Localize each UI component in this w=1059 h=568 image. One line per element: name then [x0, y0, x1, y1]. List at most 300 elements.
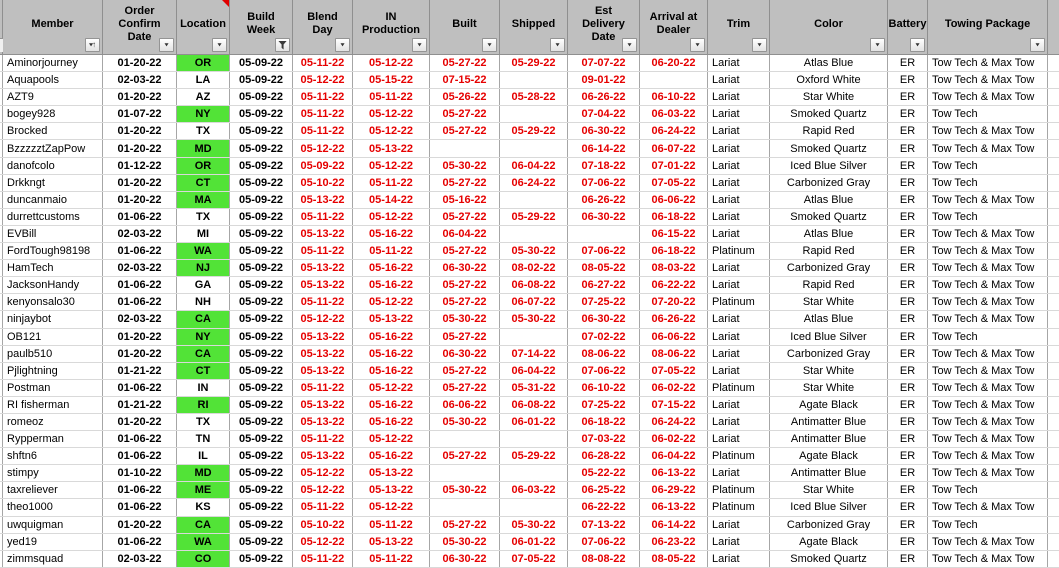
cell-battery[interactable]: ER: [888, 192, 928, 208]
cell-arrival[interactable]: 06-24-22: [640, 414, 708, 430]
cell-est_delivery[interactable]: 06-27-22: [568, 277, 640, 293]
cell-build_week[interactable]: 05-09-22: [230, 175, 293, 191]
cell-order_confirm[interactable]: 01-20-22: [103, 329, 177, 345]
cell-location[interactable]: TN: [177, 431, 230, 447]
cell-color[interactable]: Iced Blue Silver: [770, 499, 888, 515]
cell-color[interactable]: Antimatter Blue: [770, 414, 888, 430]
cell-arrival[interactable]: 08-05-22: [640, 551, 708, 567]
cell-order_confirm[interactable]: 01-20-22: [103, 192, 177, 208]
cell-shipped[interactable]: [500, 329, 568, 345]
cell-location[interactable]: CA: [177, 346, 230, 362]
cell-est_delivery[interactable]: 08-05-22: [568, 260, 640, 276]
cell-order_confirm[interactable]: 01-06-22: [103, 380, 177, 396]
cell-in_production[interactable]: 05-11-22: [353, 89, 430, 105]
cell-battery[interactable]: ER: [888, 294, 928, 310]
cell-battery[interactable]: ER: [888, 414, 928, 430]
cell-location[interactable]: OR: [177, 158, 230, 174]
cell-in_production[interactable]: 05-16-22: [353, 226, 430, 242]
cell-color[interactable]: Antimatter Blue: [770, 431, 888, 447]
cell-built[interactable]: 05-16-22: [430, 192, 500, 208]
cell-location[interactable]: CT: [177, 175, 230, 191]
cell-member[interactable]: BzzzzztZapPow: [3, 140, 103, 156]
cell-location[interactable]: CA: [177, 517, 230, 533]
cell-towing[interactable]: Tow Tech: [928, 106, 1048, 122]
cell-trim[interactable]: Lariat: [708, 465, 770, 481]
cell-trim[interactable]: Lariat: [708, 106, 770, 122]
cell-trim[interactable]: Lariat: [708, 346, 770, 362]
cell-battery[interactable]: ER: [888, 209, 928, 225]
cell-build_week[interactable]: 05-09-22: [230, 431, 293, 447]
cell-built[interactable]: [430, 465, 500, 481]
cell-build_week[interactable]: 05-09-22: [230, 551, 293, 567]
cell-arrival[interactable]: 06-10-22: [640, 89, 708, 105]
cell-location[interactable]: OR: [177, 55, 230, 71]
cell-battery[interactable]: ER: [888, 397, 928, 413]
cell-trim[interactable]: Lariat: [708, 397, 770, 413]
cell-build_week[interactable]: 05-09-22: [230, 311, 293, 327]
cell-build_week[interactable]: 05-09-22: [230, 106, 293, 122]
cell-member[interactable]: paulb510: [3, 346, 103, 362]
cell-build_week[interactable]: 05-09-22: [230, 192, 293, 208]
cell-in_production[interactable]: 05-16-22: [353, 448, 430, 464]
cell-build_week[interactable]: 05-09-22: [230, 243, 293, 259]
cell-trim[interactable]: Lariat: [708, 329, 770, 345]
cell-color[interactable]: Carbonized Gray: [770, 517, 888, 533]
cell-color[interactable]: Atlas Blue: [770, 192, 888, 208]
cell-location[interactable]: NH: [177, 294, 230, 310]
cell-order_confirm[interactable]: 01-21-22: [103, 397, 177, 413]
cell-arrival[interactable]: 06-03-22: [640, 106, 708, 122]
cell-built[interactable]: [430, 499, 500, 515]
cell-trim[interactable]: Lariat: [708, 363, 770, 379]
cell-location[interactable]: ME: [177, 482, 230, 498]
cell-blend_day[interactable]: 05-12-22: [293, 482, 353, 498]
cell-arrival[interactable]: 06-14-22: [640, 517, 708, 533]
cell-towing[interactable]: Tow Tech & Max Tow: [928, 311, 1048, 327]
cell-in_production[interactable]: 05-16-22: [353, 363, 430, 379]
cell-arrival[interactable]: 06-07-22: [640, 140, 708, 156]
cell-order_confirm[interactable]: 01-06-22: [103, 534, 177, 550]
cell-trim[interactable]: Lariat: [708, 89, 770, 105]
cell-order_confirm[interactable]: 01-20-22: [103, 89, 177, 105]
cell-location[interactable]: IN: [177, 380, 230, 396]
cell-battery[interactable]: ER: [888, 431, 928, 447]
cell-trim[interactable]: Lariat: [708, 226, 770, 242]
cell-built[interactable]: 05-27-22: [430, 55, 500, 71]
cell-in_production[interactable]: 05-16-22: [353, 277, 430, 293]
cell-shipped[interactable]: 05-30-22: [500, 311, 568, 327]
cell-est_delivery[interactable]: 07-06-22: [568, 243, 640, 259]
cell-trim[interactable]: Lariat: [708, 175, 770, 191]
cell-member[interactable]: Aquapools: [3, 72, 103, 88]
cell-arrival[interactable]: 07-05-22: [640, 363, 708, 379]
cell-location[interactable]: GA: [177, 277, 230, 293]
cell-arrival[interactable]: 07-01-22: [640, 158, 708, 174]
cell-shipped[interactable]: [500, 499, 568, 515]
cell-build_week[interactable]: 05-09-22: [230, 363, 293, 379]
cell-order_confirm[interactable]: 01-06-22: [103, 448, 177, 464]
cell-towing[interactable]: Tow Tech & Max Tow: [928, 260, 1048, 276]
cell-trim[interactable]: Lariat: [708, 140, 770, 156]
cell-color[interactable]: Star White: [770, 294, 888, 310]
cell-member[interactable]: Drkkngt: [3, 175, 103, 191]
cell-blend_day[interactable]: 05-09-22: [293, 158, 353, 174]
cell-location[interactable]: TX: [177, 414, 230, 430]
cell-battery[interactable]: ER: [888, 551, 928, 567]
cell-shipped[interactable]: [500, 431, 568, 447]
cell-shipped[interactable]: [500, 192, 568, 208]
cell-shipped[interactable]: 05-28-22: [500, 89, 568, 105]
cell-blend_day[interactable]: 05-13-22: [293, 397, 353, 413]
cell-blend_day[interactable]: 05-13-22: [293, 260, 353, 276]
cell-trim[interactable]: Platinum: [708, 482, 770, 498]
cell-blend_day[interactable]: 05-10-22: [293, 175, 353, 191]
cell-battery[interactable]: ER: [888, 329, 928, 345]
cell-build_week[interactable]: 05-09-22: [230, 499, 293, 515]
cell-trim[interactable]: Lariat: [708, 431, 770, 447]
cell-shipped[interactable]: 05-29-22: [500, 55, 568, 71]
cell-color[interactable]: Iced Blue Silver: [770, 329, 888, 345]
cell-built[interactable]: 05-27-22: [430, 517, 500, 533]
cell-member[interactable]: Postman: [3, 380, 103, 396]
cell-blend_day[interactable]: 05-13-22: [293, 363, 353, 379]
cell-order_confirm[interactable]: 02-03-22: [103, 551, 177, 567]
cell-location[interactable]: IL: [177, 448, 230, 464]
dropdown-filter-icon[interactable]: [212, 38, 227, 52]
cell-in_production[interactable]: 05-16-22: [353, 260, 430, 276]
cell-order_confirm[interactable]: 02-03-22: [103, 311, 177, 327]
cell-trim[interactable]: Lariat: [708, 55, 770, 71]
cell-built[interactable]: 05-27-22: [430, 448, 500, 464]
cell-shipped[interactable]: [500, 465, 568, 481]
cell-battery[interactable]: ER: [888, 534, 928, 550]
cell-shipped[interactable]: [500, 226, 568, 242]
cell-battery[interactable]: ER: [888, 482, 928, 498]
cell-battery[interactable]: ER: [888, 499, 928, 515]
cell-battery[interactable]: ER: [888, 158, 928, 174]
cell-blend_day[interactable]: 05-11-22: [293, 89, 353, 105]
cell-in_production[interactable]: 05-16-22: [353, 397, 430, 413]
cell-member[interactable]: FordTough98198: [3, 243, 103, 259]
cell-build_week[interactable]: 05-09-22: [230, 55, 293, 71]
cell-color[interactable]: Agate Black: [770, 534, 888, 550]
cell-order_confirm[interactable]: 02-03-22: [103, 260, 177, 276]
cell-color[interactable]: Antimatter Blue: [770, 465, 888, 481]
cell-color[interactable]: Iced Blue Silver: [770, 158, 888, 174]
cell-towing[interactable]: Tow Tech: [928, 175, 1048, 191]
cell-blend_day[interactable]: 05-11-22: [293, 431, 353, 447]
cell-location[interactable]: TX: [177, 209, 230, 225]
cell-battery[interactable]: ER: [888, 517, 928, 533]
cell-built[interactable]: 05-26-22: [430, 89, 500, 105]
cell-location[interactable]: CA: [177, 311, 230, 327]
cell-location[interactable]: LA: [177, 72, 230, 88]
cell-build_week[interactable]: 05-09-22: [230, 158, 293, 174]
cell-in_production[interactable]: 05-16-22: [353, 329, 430, 345]
cell-color[interactable]: Star White: [770, 380, 888, 396]
cell-towing[interactable]: Tow Tech & Max Tow: [928, 380, 1048, 396]
cell-battery[interactable]: ER: [888, 140, 928, 156]
cell-towing[interactable]: Tow Tech & Max Tow: [928, 294, 1048, 310]
cell-build_week[interactable]: 05-09-22: [230, 517, 293, 533]
cell-location[interactable]: CT: [177, 363, 230, 379]
cell-build_week[interactable]: 05-09-22: [230, 346, 293, 362]
cell-in_production[interactable]: 05-13-22: [353, 465, 430, 481]
cell-towing[interactable]: Tow Tech & Max Tow: [928, 192, 1048, 208]
cell-location[interactable]: NY: [177, 329, 230, 345]
cell-member[interactable]: bogey928: [3, 106, 103, 122]
cell-arrival[interactable]: 06-23-22: [640, 534, 708, 550]
cell-blend_day[interactable]: 05-12-22: [293, 311, 353, 327]
cell-blend_day[interactable]: 05-11-22: [293, 55, 353, 71]
cell-battery[interactable]: ER: [888, 465, 928, 481]
cell-order_confirm[interactable]: 01-20-22: [103, 175, 177, 191]
cell-build_week[interactable]: 05-09-22: [230, 397, 293, 413]
cell-arrival[interactable]: 08-03-22: [640, 260, 708, 276]
cell-shipped[interactable]: 06-07-22: [500, 294, 568, 310]
cell-trim[interactable]: Platinum: [708, 448, 770, 464]
cell-build_week[interactable]: 05-09-22: [230, 209, 293, 225]
cell-build_week[interactable]: 05-09-22: [230, 380, 293, 396]
cell-shipped[interactable]: 07-05-22: [500, 551, 568, 567]
cell-est_delivery[interactable]: [568, 226, 640, 242]
cell-battery[interactable]: ER: [888, 260, 928, 276]
cell-color[interactable]: Smoked Quartz: [770, 106, 888, 122]
cell-member[interactable]: RI fisherman: [3, 397, 103, 413]
cell-member[interactable]: duncanmaio: [3, 192, 103, 208]
cell-shipped[interactable]: 05-30-22: [500, 517, 568, 533]
cell-color[interactable]: Atlas Blue: [770, 55, 888, 71]
dropdown-filter-icon[interactable]: [870, 38, 885, 52]
cell-trim[interactable]: Lariat: [708, 551, 770, 567]
cell-towing[interactable]: Tow Tech & Max Tow: [928, 551, 1048, 567]
cell-blend_day[interactable]: 05-12-22: [293, 140, 353, 156]
cell-shipped[interactable]: 06-04-22: [500, 158, 568, 174]
cell-member[interactable]: theo1000: [3, 499, 103, 515]
cell-in_production[interactable]: 05-16-22: [353, 346, 430, 362]
cell-blend_day[interactable]: 05-12-22: [293, 72, 353, 88]
cell-location[interactable]: MA: [177, 192, 230, 208]
cell-trim[interactable]: Platinum: [708, 499, 770, 515]
cell-towing[interactable]: Tow Tech: [928, 329, 1048, 345]
cell-trim[interactable]: Lariat: [708, 277, 770, 293]
cell-battery[interactable]: ER: [888, 123, 928, 139]
cell-battery[interactable]: ER: [888, 346, 928, 362]
cell-shipped[interactable]: [500, 106, 568, 122]
cell-battery[interactable]: ER: [888, 311, 928, 327]
cell-in_production[interactable]: 05-12-22: [353, 294, 430, 310]
cell-towing[interactable]: Tow Tech: [928, 517, 1048, 533]
dropdown-filter-icon[interactable]: [159, 38, 174, 52]
cell-shipped[interactable]: 08-02-22: [500, 260, 568, 276]
cell-built[interactable]: 06-06-22: [430, 397, 500, 413]
cell-towing[interactable]: Tow Tech & Max Tow: [928, 397, 1048, 413]
cell-arrival[interactable]: 07-20-22: [640, 294, 708, 310]
cell-arrival[interactable]: 06-24-22: [640, 123, 708, 139]
cell-est_delivery[interactable]: 07-03-22: [568, 431, 640, 447]
cell-shipped[interactable]: 06-08-22: [500, 397, 568, 413]
cell-in_production[interactable]: 05-12-22: [353, 106, 430, 122]
cell-shipped[interactable]: [500, 72, 568, 88]
cell-member[interactable]: zimmsquad: [3, 551, 103, 567]
cell-trim[interactable]: Platinum: [708, 380, 770, 396]
cell-towing[interactable]: Tow Tech & Max Tow: [928, 431, 1048, 447]
cell-build_week[interactable]: 05-09-22: [230, 72, 293, 88]
cell-built[interactable]: [430, 431, 500, 447]
cell-shipped[interactable]: 05-29-22: [500, 209, 568, 225]
cell-build_week[interactable]: 05-09-22: [230, 482, 293, 498]
cell-member[interactable]: JacksonHandy: [3, 277, 103, 293]
cell-member[interactable]: taxreliever: [3, 482, 103, 498]
cell-battery[interactable]: ER: [888, 106, 928, 122]
cell-arrival[interactable]: 06-29-22: [640, 482, 708, 498]
cell-location[interactable]: KS: [177, 499, 230, 515]
cell-in_production[interactable]: 05-11-22: [353, 517, 430, 533]
cell-in_production[interactable]: 05-12-22: [353, 431, 430, 447]
cell-in_production[interactable]: 05-14-22: [353, 192, 430, 208]
cell-member[interactable]: Aminorjourney: [3, 55, 103, 71]
cell-trim[interactable]: Lariat: [708, 192, 770, 208]
cell-est_delivery[interactable]: 07-25-22: [568, 294, 640, 310]
cell-trim[interactable]: Lariat: [708, 534, 770, 550]
cell-shipped[interactable]: 05-31-22: [500, 380, 568, 396]
dropdown-filter-icon[interactable]: [910, 38, 925, 52]
cell-towing[interactable]: Tow Tech & Max Tow: [928, 465, 1048, 481]
cell-in_production[interactable]: 05-12-22: [353, 209, 430, 225]
cell-blend_day[interactable]: 05-13-22: [293, 192, 353, 208]
cell-blend_day[interactable]: 05-11-22: [293, 123, 353, 139]
cell-blend_day[interactable]: 05-12-22: [293, 465, 353, 481]
cell-est_delivery[interactable]: 07-06-22: [568, 175, 640, 191]
cell-member[interactable]: AZT9: [3, 89, 103, 105]
cell-order_confirm[interactable]: 01-12-22: [103, 158, 177, 174]
cell-shipped[interactable]: 06-03-22: [500, 482, 568, 498]
cell-blend_day[interactable]: 05-11-22: [293, 551, 353, 567]
cell-towing[interactable]: Tow Tech & Max Tow: [928, 534, 1048, 550]
cell-color[interactable]: Rapid Red: [770, 243, 888, 259]
cell-location[interactable]: AZ: [177, 89, 230, 105]
cell-location[interactable]: CO: [177, 551, 230, 567]
cell-location[interactable]: NY: [177, 106, 230, 122]
cell-color[interactable]: Carbonized Gray: [770, 260, 888, 276]
cell-built[interactable]: 05-27-22: [430, 294, 500, 310]
cell-order_confirm[interactable]: 01-20-22: [103, 140, 177, 156]
cell-est_delivery[interactable]: 08-08-22: [568, 551, 640, 567]
cell-trim[interactable]: Lariat: [708, 72, 770, 88]
cell-build_week[interactable]: 05-09-22: [230, 414, 293, 430]
cell-arrival[interactable]: 06-20-22: [640, 55, 708, 71]
cell-est_delivery[interactable]: 07-07-22: [568, 55, 640, 71]
funnel-filter-icon[interactable]: [275, 38, 290, 52]
cell-est_delivery[interactable]: 06-30-22: [568, 123, 640, 139]
cell-shipped[interactable]: 06-24-22: [500, 175, 568, 191]
cell-trim[interactable]: Lariat: [708, 158, 770, 174]
cell-color[interactable]: Carbonized Gray: [770, 346, 888, 362]
cell-built[interactable]: 05-27-22: [430, 123, 500, 139]
dropdown-filter-icon[interactable]: [752, 38, 767, 52]
cell-arrival[interactable]: 06-13-22: [640, 499, 708, 515]
cell-color[interactable]: Smoked Quartz: [770, 209, 888, 225]
cell-blend_day[interactable]: 05-11-22: [293, 209, 353, 225]
cell-member[interactable]: Rypperman: [3, 431, 103, 447]
cell-est_delivery[interactable]: 06-26-22: [568, 89, 640, 105]
cell-order_confirm[interactable]: 01-06-22: [103, 209, 177, 225]
cell-in_production[interactable]: 05-13-22: [353, 482, 430, 498]
cell-est_delivery[interactable]: 07-18-22: [568, 158, 640, 174]
cell-blend_day[interactable]: 05-13-22: [293, 329, 353, 345]
cell-blend_day[interactable]: 05-13-22: [293, 346, 353, 362]
cell-location[interactable]: TX: [177, 123, 230, 139]
cell-built[interactable]: 06-30-22: [430, 551, 500, 567]
cell-est_delivery[interactable]: 07-06-22: [568, 363, 640, 379]
cell-built[interactable]: 05-27-22: [430, 106, 500, 122]
cell-battery[interactable]: ER: [888, 277, 928, 293]
dropdown-filter-icon[interactable]: [335, 38, 350, 52]
cell-arrival[interactable]: 06-18-22: [640, 243, 708, 259]
cell-built[interactable]: 05-30-22: [430, 414, 500, 430]
cell-built[interactable]: [430, 140, 500, 156]
cell-built[interactable]: 05-27-22: [430, 380, 500, 396]
cell-order_confirm[interactable]: 01-20-22: [103, 346, 177, 362]
cell-in_production[interactable]: 05-11-22: [353, 243, 430, 259]
cell-built[interactable]: 05-27-22: [430, 329, 500, 345]
cell-towing[interactable]: Tow Tech: [928, 158, 1048, 174]
cell-build_week[interactable]: 05-09-22: [230, 294, 293, 310]
cell-towing[interactable]: Tow Tech & Max Tow: [928, 72, 1048, 88]
cell-color[interactable]: Smoked Quartz: [770, 140, 888, 156]
cell-towing[interactable]: Tow Tech & Max Tow: [928, 226, 1048, 242]
cell-shipped[interactable]: 06-04-22: [500, 363, 568, 379]
cell-est_delivery[interactable]: 07-04-22: [568, 106, 640, 122]
cell-est_delivery[interactable]: 06-28-22: [568, 448, 640, 464]
cell-color[interactable]: Atlas Blue: [770, 226, 888, 242]
cell-arrival[interactable]: 06-02-22: [640, 431, 708, 447]
cell-shipped[interactable]: 05-29-22: [500, 448, 568, 464]
cell-color[interactable]: Atlas Blue: [770, 311, 888, 327]
cell-battery[interactable]: ER: [888, 226, 928, 242]
cell-built[interactable]: 06-30-22: [430, 260, 500, 276]
dropdown-filter-icon[interactable]: [482, 38, 497, 52]
cell-order_confirm[interactable]: 01-06-22: [103, 499, 177, 515]
cell-est_delivery[interactable]: 09-01-22: [568, 72, 640, 88]
cell-order_confirm[interactable]: 01-06-22: [103, 277, 177, 293]
cell-in_production[interactable]: 05-12-22: [353, 55, 430, 71]
cell-towing[interactable]: Tow Tech & Max Tow: [928, 123, 1048, 139]
cell-est_delivery[interactable]: 06-22-22: [568, 499, 640, 515]
cell-arrival[interactable]: 06-18-22: [640, 209, 708, 225]
cell-arrival[interactable]: 06-04-22: [640, 448, 708, 464]
cell-in_production[interactable]: 05-13-22: [353, 140, 430, 156]
cell-est_delivery[interactable]: 06-30-22: [568, 311, 640, 327]
cell-est_delivery[interactable]: 06-10-22: [568, 380, 640, 396]
cell-est_delivery[interactable]: 06-18-22: [568, 414, 640, 430]
cell-built[interactable]: 05-30-22: [430, 158, 500, 174]
cell-member[interactable]: HamTech: [3, 260, 103, 276]
cell-color[interactable]: Agate Black: [770, 397, 888, 413]
cell-order_confirm[interactable]: 01-06-22: [103, 243, 177, 259]
cell-built[interactable]: 07-15-22: [430, 72, 500, 88]
cell-blend_day[interactable]: 05-13-22: [293, 448, 353, 464]
dropdown-filter-icon[interactable]: [550, 38, 565, 52]
cell-location[interactable]: MD: [177, 140, 230, 156]
cell-color[interactable]: Agate Black: [770, 448, 888, 464]
cell-trim[interactable]: Lariat: [708, 260, 770, 276]
cell-blend_day[interactable]: 05-13-22: [293, 277, 353, 293]
cell-arrival[interactable]: 06-06-22: [640, 192, 708, 208]
cell-built[interactable]: 05-30-22: [430, 482, 500, 498]
cell-color[interactable]: Star White: [770, 482, 888, 498]
cell-member[interactable]: shftn6: [3, 448, 103, 464]
